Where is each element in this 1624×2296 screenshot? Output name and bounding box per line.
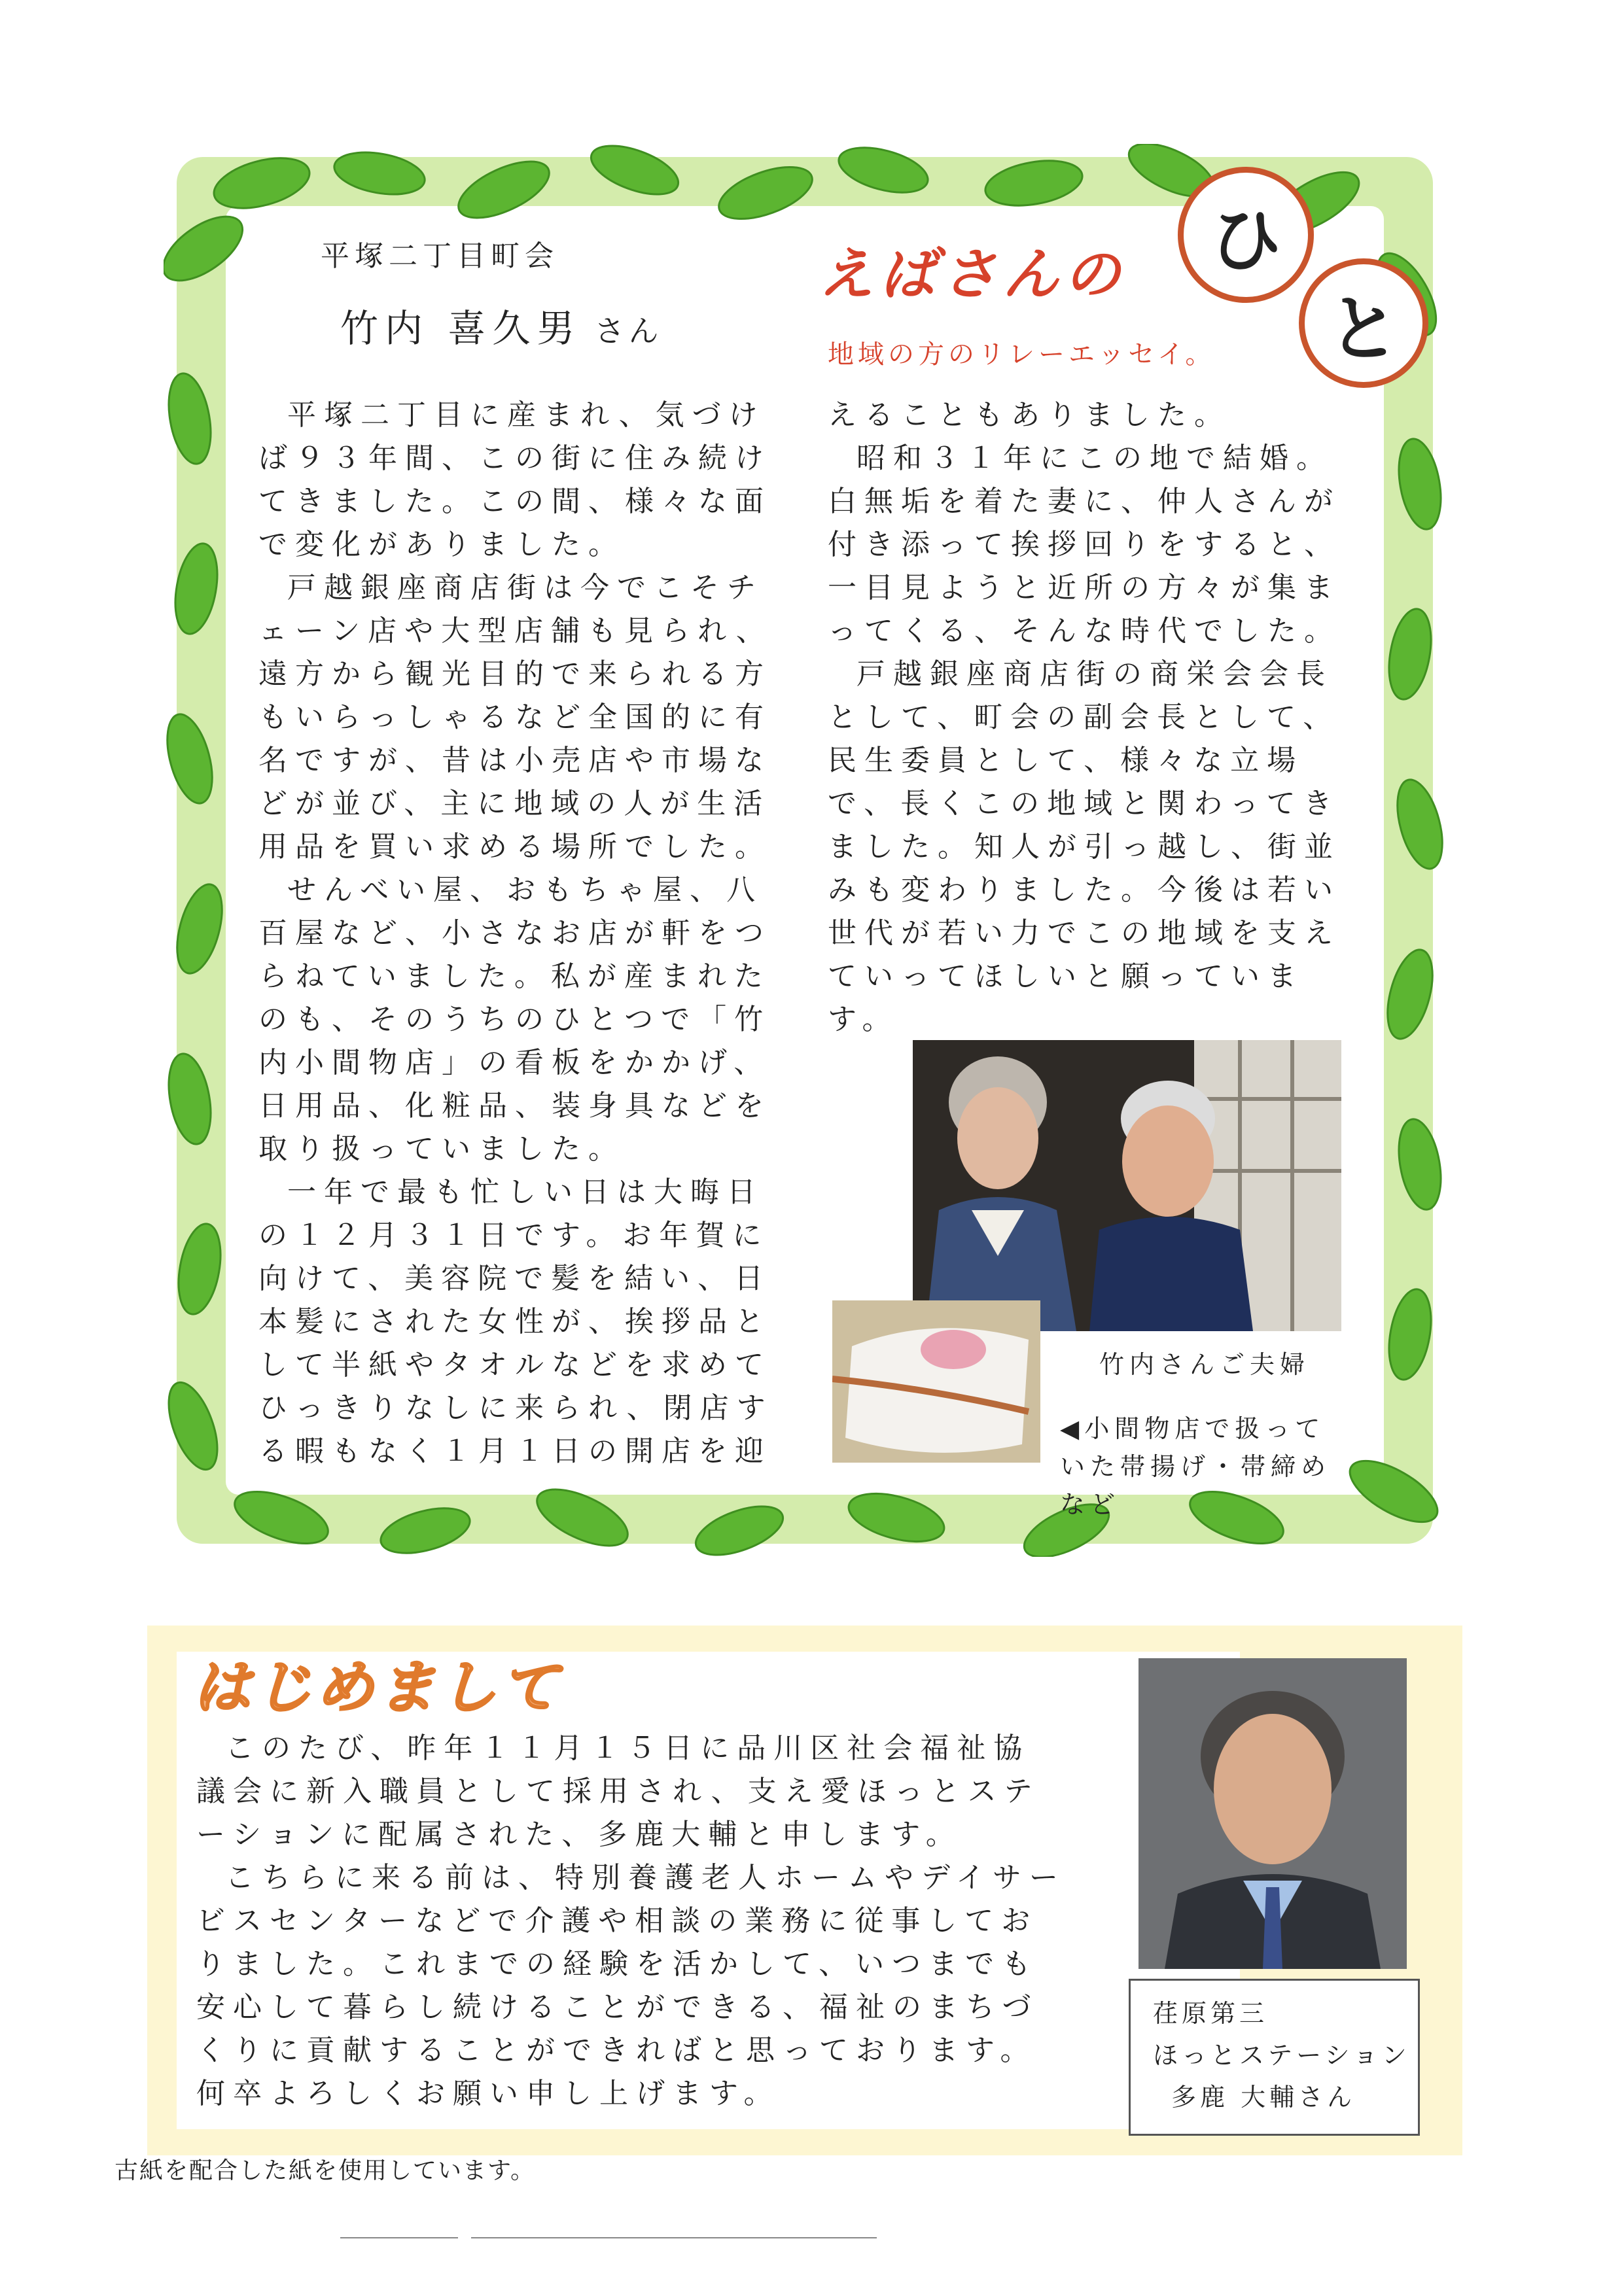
staff-photo [1139, 1658, 1407, 1969]
essay-paragraph: 一年で最も忙しい日は大晦日の１２月３１日です。お年賀に向けて、美容院で髪を結い、日本髪にされた女性が、挨拶品として半紙やタオルなどを求めてひっきりなしに来られ、閉店する暇もなく１月１日の開店を迎 [258, 1175, 773, 1468]
essay-paragraph: 戸越銀座商店街は今でこそチェーン店や大型店舗も見られ、遠方から観光目的で来られる方もいらっしゃるなど全国的に有名ですが、昔は小売店や市場などが並び、主に地域の人が生活用品を買い求める場所でした。 [258, 571, 773, 863]
obi-photo [832, 1300, 1040, 1463]
footer-note: 古紙を配合した紙を使用しています。 [115, 2157, 536, 2184]
person-name-text: 竹内 喜久男 [340, 306, 582, 351]
essay-paragraph: 戸越銀座商店街の商栄会会長として、町会の副会長として、民生委員として、様々な立場で、長くこの地域と関わってきました。知人が引っ越し、街並みも変わりました。今後は若い世代が若い力でこの地域を支えていってほしいと願っています。 [828, 657, 1341, 1036]
series-subtitle: 地域の方のリレーエッセイ。 [828, 339, 1216, 370]
title-circle-hi: ひ [1178, 167, 1314, 303]
staff-card-line: 荏原第三 [1153, 1999, 1269, 2028]
essay-paragraph: 昭和３１年にこの地で結婚。白無垢を着た妻に、仲人さんが付き添って挨拶回りをすると、一目見ようと近所の方々が集まってくる、そんな時代でした。 [828, 442, 1341, 648]
intro-heading: はじめまして [193, 1654, 563, 1721]
honorific: さん [594, 313, 663, 349]
essay-column-2 [828, 394, 1345, 1041]
couple-caption: 竹内さんご夫婦 [1099, 1350, 1311, 1379]
essay-paragraph: 平塚二丁目に産まれ、気づけば９３年間、この街に住み続けてきました。この間、様々な面で変化がありました。 [258, 398, 771, 561]
intro-text [196, 1727, 1067, 2115]
footer-divider-left [340, 2237, 458, 2238]
person-name [340, 298, 662, 353]
couple-photo [913, 1040, 1341, 1331]
association-name: 平塚二丁目町会 [321, 239, 559, 273]
staff-card-line: 多鹿 大輔さん [1171, 2083, 1356, 2112]
footer-divider-right [471, 2237, 877, 2238]
obi-photo-illustration [832, 1300, 1040, 1463]
intro-paragraph: こちらに来る前は、特別養護老人ホームやデイサービスセンターなどで介護や相談の業務に従事しておりました。これまでの経験を活かして、いつまでも安心して暮らし続けることができる、福祉のまちづくりに貢献することができればと思っております。何卒よろしくお願い申し上げます。 [196, 1861, 1066, 2110]
staff-card [1129, 1979, 1420, 2136]
essay-paragraph: えることもありました。 [828, 398, 1231, 432]
essay-column-1 [258, 394, 782, 1473]
essay-paragraph: せんべい屋、おもちゃ屋、八百屋など、小さなお店が軒をつらねていました。私が産まれたのも、そのうちのひとつで「竹内小間物店」の看板をかかげ、日用品、化粧品、装身具などを取り扱っていました。 [258, 873, 771, 1166]
obi-caption: ◀小間物店で扱っていた帯揚げ・帯締めなど [1060, 1414, 1332, 1519]
couple-photo-illustration [913, 1040, 1341, 1331]
staff-card-line: ほっとステーション [1153, 2041, 1411, 2070]
title-circle-to: と [1299, 258, 1428, 388]
staff-photo-illustration [1139, 1658, 1407, 1969]
intro-paragraph: このたび、昨年１１月１５日に品川区社会福祉協議会に新入職員として採用され、支え愛ほっとステーションに配属された、多鹿大輔と申します。 [196, 1731, 1040, 1851]
series-title: えばさんの [818, 242, 1125, 307]
